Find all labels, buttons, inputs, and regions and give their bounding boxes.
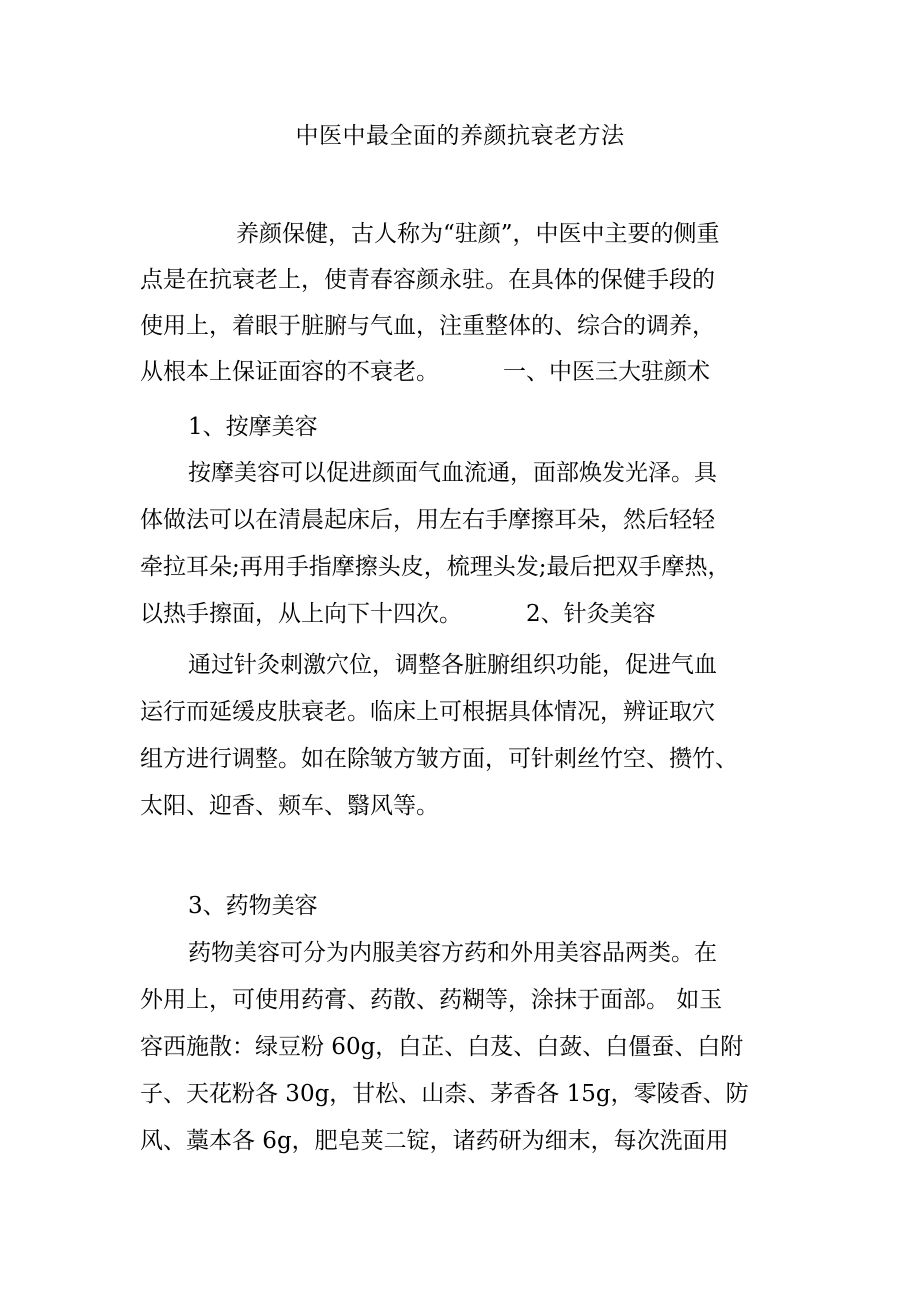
line-text: 按摩美容可以促进颜面气血流通，面部焕发光泽。具: [188, 460, 717, 486]
line-text: 1、按摩美容: [188, 414, 318, 440]
line-text: 以热手擦面，从上向下十四次。: [140, 601, 462, 627]
line-text: 外用上，可使用药膏、药散、药糊等，涂抹于面部。 如玉: [140, 987, 723, 1013]
paragraph-line: [0, 455, 920, 491]
section-heading: 一、中医三大驻颜术: [503, 359, 710, 385]
line-text: 养颜保健，古人称为“驻颜”，中医中主要的侧重: [236, 221, 720, 247]
line-text: 子、天花粉各 30g，甘松、山柰、茅香各 15g，零陵香、防: [140, 1081, 749, 1107]
line-text: 牵拉耳朵;再用手指摩擦头皮，梳理头发;最后把双手摩热，: [140, 554, 731, 580]
line-text: 使用上，着眼于脏腑与气血，注重整体的、综合的调养，: [140, 313, 715, 339]
paragraph-line: [0, 694, 920, 730]
line-text: 太阳、迎香、颊车、翳风等。: [140, 793, 439, 819]
paragraph-line: [0, 549, 920, 585]
line-text: 通过针灸刺激穴位，调整各脏腑组织功能，促进气血: [188, 652, 717, 678]
paragraph-line: [0, 502, 920, 538]
paragraph-line: [0, 741, 920, 777]
paragraph-line: [0, 788, 920, 824]
paragraph-line: [0, 1123, 920, 1159]
paragraph-line: [0, 1029, 920, 1065]
paragraph-line: [0, 1076, 920, 1112]
document-title: 中医中最全面的养颜抗衰老方法: [295, 123, 625, 149]
paragraph-line: [0, 216, 920, 252]
subsection-heading: [0, 409, 920, 445]
line-text: 体做法可以在清晨起床后，用左右手摩擦耳朵，然后轻轻: [140, 507, 715, 533]
line-text: 点是在抗衰老上，使青春容颜永驻。在具体的保健手段的: [140, 267, 715, 293]
paragraph-line: [0, 354, 920, 390]
line-text: 风、藁本各 6g，肥皂荚二锭，诸药研为细末，每次洗面用: [140, 1128, 729, 1154]
paragraph-line: [0, 935, 920, 971]
line-text: 3、药物美容: [188, 893, 318, 919]
paragraph-line: [0, 647, 920, 683]
paragraph-line: [0, 308, 920, 344]
paragraph-line: [0, 262, 920, 298]
line-text: 药物美容可分为内服美容方药和外用美容品两类。在: [188, 940, 717, 966]
paragraph-line: [0, 596, 920, 632]
subsection-heading: [0, 888, 920, 924]
line-text: 容西施散：绿豆粉 60g，白芷、白芨、白蔹、白僵蚕、白附: [140, 1034, 744, 1060]
subsection-heading: 2、针灸美容: [526, 601, 656, 627]
line-text: 运行而延缓皮肤衰老。临床上可根据具体情况，辨证取穴: [140, 699, 715, 725]
line-text: 组方进行调整。如在除皱方皱方面，可针刺丝竹空、攒竹、: [140, 746, 738, 772]
paragraph-line: [0, 982, 920, 1018]
line-text: 从根本上保证面容的不衰老。: [140, 359, 439, 385]
